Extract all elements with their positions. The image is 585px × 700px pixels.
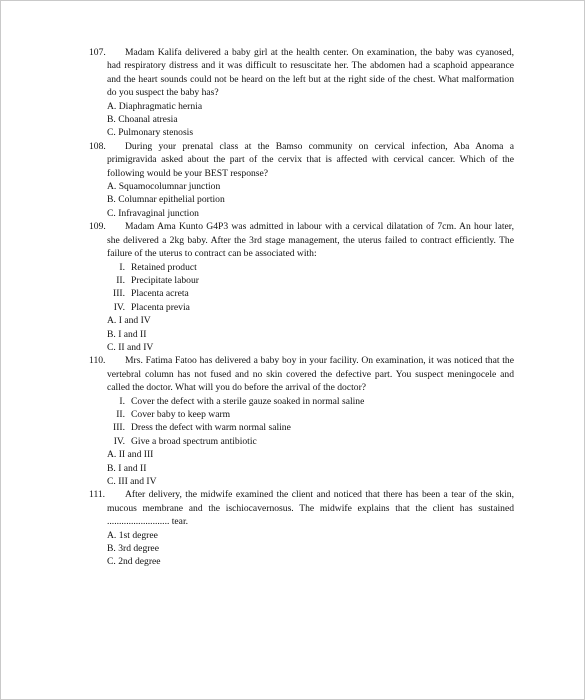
statement-item: [89, 421, 514, 434]
answer-option: B. Choanal atresia: [107, 114, 178, 126]
statement-numeral: II.: [116, 408, 125, 420]
question-stem: Madam Ama Kunto G4P3 was admitted in labour with a cervical dilatation of 7cm. An hour later, she delivered a 2kg baby. After the 3rd stage management, the uterus failed to contract efficiently. The failure of the uterus to contract can be associated with:: [107, 221, 514, 260]
question-stem: Mrs. Fatima Fatoo has delivered a baby boy in your facility. On examination, it was noticed that the vertebral column has not fused and no skin covered the defective part. You suspect meningocele and called the doctor. What will you do before the arrival of the doctor?: [107, 355, 514, 394]
statement-text: Cover the defect with a sterile gauze soaked in normal saline: [131, 395, 365, 407]
questions-list: [89, 46, 514, 569]
question-number: 108.: [89, 140, 106, 152]
question-number: 109.: [89, 221, 106, 233]
question-107: [89, 46, 514, 140]
answer-options: [89, 448, 514, 488]
answer-option: B. Columnar epithelial portion: [107, 194, 225, 206]
answer-option: C. Infravaginal junction: [107, 207, 199, 219]
answer-options: [89, 314, 514, 354]
question-stem: After delivery, the midwife examined the client and noticed that there has been a tear of the skin, mucous membrane and the ischiocavernosus. The midwife explains that the client has sustained .......................... tear.: [107, 489, 514, 528]
statement-item: [89, 408, 514, 421]
statement-list: [89, 395, 514, 449]
statement-list: [89, 261, 514, 315]
statement-item: [89, 435, 514, 448]
statement-numeral: IV.: [113, 301, 125, 313]
statement-numeral: I.: [119, 261, 125, 273]
question-110: [89, 354, 514, 488]
statement-numeral: III.: [113, 288, 125, 300]
statement-text: Placenta acreta: [131, 288, 189, 300]
answer-option: A. II and III: [107, 449, 154, 461]
statement-text: Cover baby to keep warm: [131, 408, 231, 420]
question-111: [89, 488, 514, 568]
statement-text: Give a broad spectrum antibiotic: [131, 435, 257, 447]
statement-numeral: I.: [119, 395, 125, 407]
answer-option: B. I and II: [107, 328, 147, 340]
answer-option: A. 1st degree: [107, 529, 158, 541]
question-109: [89, 220, 514, 354]
statement-text: Dress the defect with warm normal saline: [131, 422, 291, 434]
answer-option: B. 3rd degree: [107, 543, 159, 555]
answer-option: C. Pulmonary stenosis: [107, 127, 194, 139]
answer-option: C. III and IV: [107, 476, 157, 487]
statement-numeral: III.: [113, 422, 125, 434]
answer-option: B. I and II: [107, 462, 147, 474]
question-stem: Madam Kalifa delivered a baby girl at the health center. On examination, the baby was cyanosed, had respiratory distress and it was difficult to resuscitate her. The abdomen had a scaphoid appearance and the heart sounds could not be heard on the left but at the right side of the chest. What malformation do you suspect the baby has?: [107, 47, 514, 99]
statement-item: [89, 395, 514, 408]
answer-options: [89, 180, 514, 220]
statement-item: [89, 287, 514, 300]
answer-option: A. Diaphragmatic hernia: [107, 100, 203, 112]
statement-numeral: II.: [116, 274, 125, 286]
question-108: [89, 140, 514, 220]
answer-option: C. 2nd degree: [107, 556, 161, 568]
question-number: 111.: [89, 489, 106, 501]
statement-text: Retained product: [131, 261, 197, 273]
answer-option: A. I and IV: [107, 315, 151, 327]
statement-item: [89, 274, 514, 287]
answer-options: [89, 100, 514, 140]
statement-text: Precipitate labour: [131, 274, 199, 286]
statement-item: [89, 261, 514, 274]
statement-item: [89, 301, 514, 314]
question-stem: During your prenatal class at the Bamso community on cervical infection, Aba Anoma a primigravida asked about the part of the cervix that is affected with cervical cancer. Which of the following would be your BEST response?: [107, 140, 514, 179]
answer-options: [89, 529, 514, 569]
answer-option: C. II and IV: [107, 341, 154, 353]
question-number: 110.: [89, 355, 106, 367]
question-number: 107.: [89, 47, 106, 58]
statement-text: Placenta previa: [131, 301, 190, 313]
answer-option: A. Squamocolumnar junction: [107, 181, 221, 193]
statement-numeral: IV.: [113, 435, 125, 447]
